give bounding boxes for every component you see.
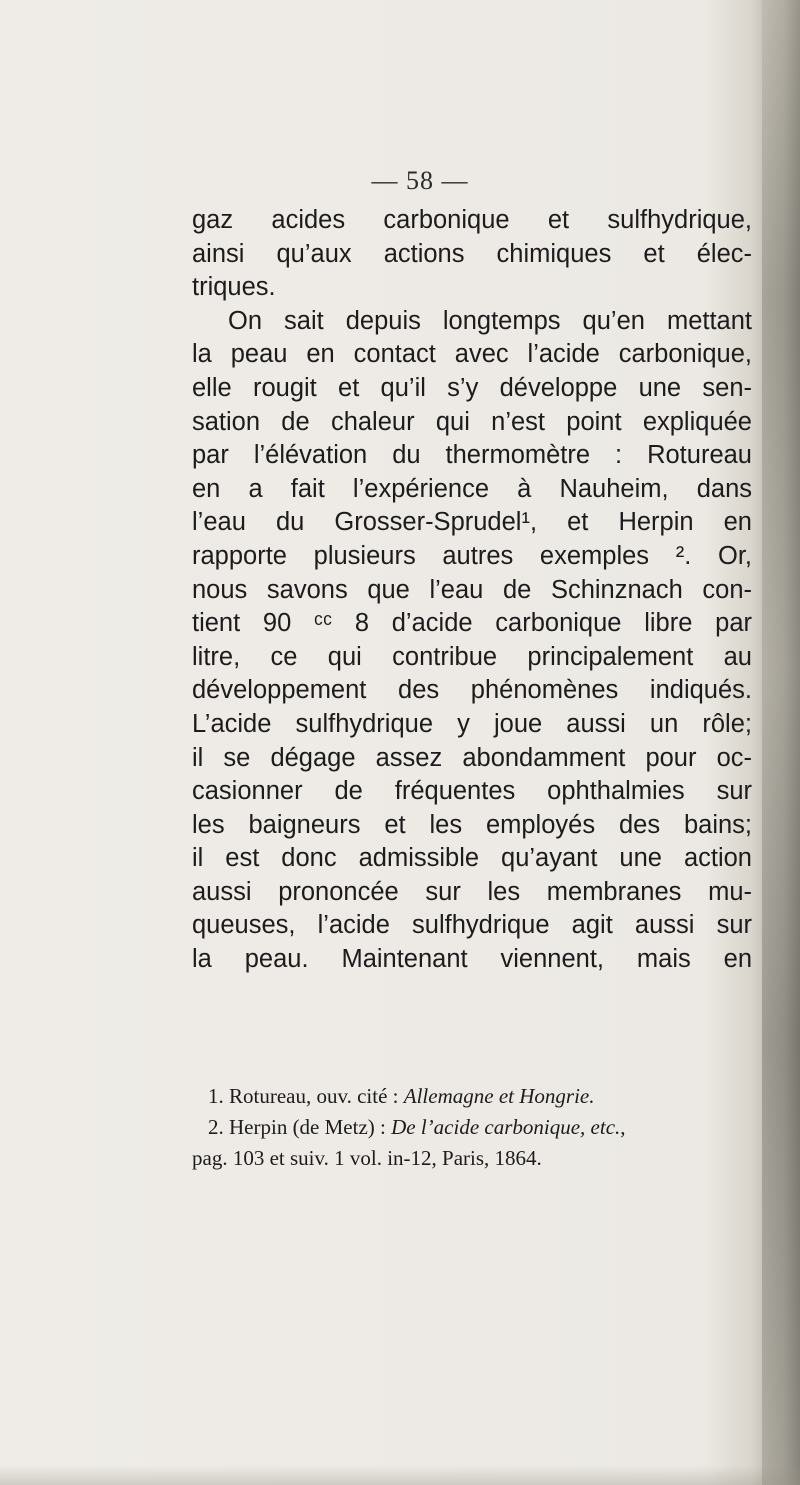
footnotes: [192, 1081, 752, 1174]
text-line: triques.: [192, 273, 276, 302]
footnote-2-continuation: pag. 103 et suiv. 1 vol. in-12, Paris, 1864.: [192, 1146, 542, 1170]
text-line: L’acide sulfhydrique y joue aussi un rôle;: [192, 709, 752, 738]
footnote-1-text: 1. Rotureau, ouv. cité :: [208, 1084, 404, 1108]
page-edge-shadow: [762, 0, 800, 1485]
text-line: développement des phénomènes indiqués.: [192, 676, 752, 705]
footnote-1: [192, 1081, 752, 1112]
text-line: il se dégage assez abondamment pour oc-: [192, 743, 752, 772]
text-line: l’eau du Grosser-Sprudel¹, et Herpin en: [192, 508, 752, 537]
text-line: les baigneurs et les employés des bains;: [192, 810, 752, 839]
text-line: il est donc admissible qu’ayant une action: [192, 844, 752, 873]
text-line: nous savons que l’eau de Schinznach con-: [192, 575, 752, 604]
text-line: la peau. Maintenant viennent, mais en: [192, 945, 752, 974]
text-line: litre, ce qui contribue principalement au: [192, 642, 752, 671]
text-line: queuses, l’acide sulfhydrique agit aussi sur: [192, 911, 752, 940]
footnote-2-title: De l’acide carbonique, etc.: [391, 1115, 621, 1139]
text-line: par l’élévation du thermomètre : Rotureau: [192, 441, 752, 470]
footnote-1-title: Allemagne et Hongrie.: [403, 1084, 595, 1108]
footnote-2: [192, 1112, 752, 1143]
text-line: On sait depuis longtemps qu’en mettant: [228, 306, 752, 335]
text-line: en a fait l’expérience à Nauheim, dans: [192, 474, 752, 503]
text-line: elle rougit et qu’il s’y développe une sen-: [192, 373, 752, 402]
body-text: [192, 204, 752, 977]
footnote-2-text: 2. Herpin (de Metz) :: [208, 1115, 392, 1139]
text-line: aussi prononcée sur les membranes mu-: [192, 877, 752, 906]
text-line: rapporte plusieurs autres exemples ². Or,: [192, 541, 752, 570]
text-line: ainsi qu’aux actions chimiques et élec-: [192, 239, 752, 268]
page-number: — 58 —: [371, 166, 469, 195]
text-line: la peau en contact avec l’acide carbonique,: [192, 340, 752, 369]
text-line: casionner de fréquentes ophthalmies sur: [192, 777, 752, 806]
page-bottom-edge: [0, 1465, 800, 1485]
text-line: gaz acides carbonique et sulfhydrique,: [192, 206, 752, 234]
footnote-2-comma: ,: [620, 1115, 626, 1139]
text-line: tient 90 ᶜᶜ 8 d’acide carbonique libre par: [192, 609, 752, 638]
text-line: sation de chaleur qui n’est point expliquée: [192, 407, 752, 436]
